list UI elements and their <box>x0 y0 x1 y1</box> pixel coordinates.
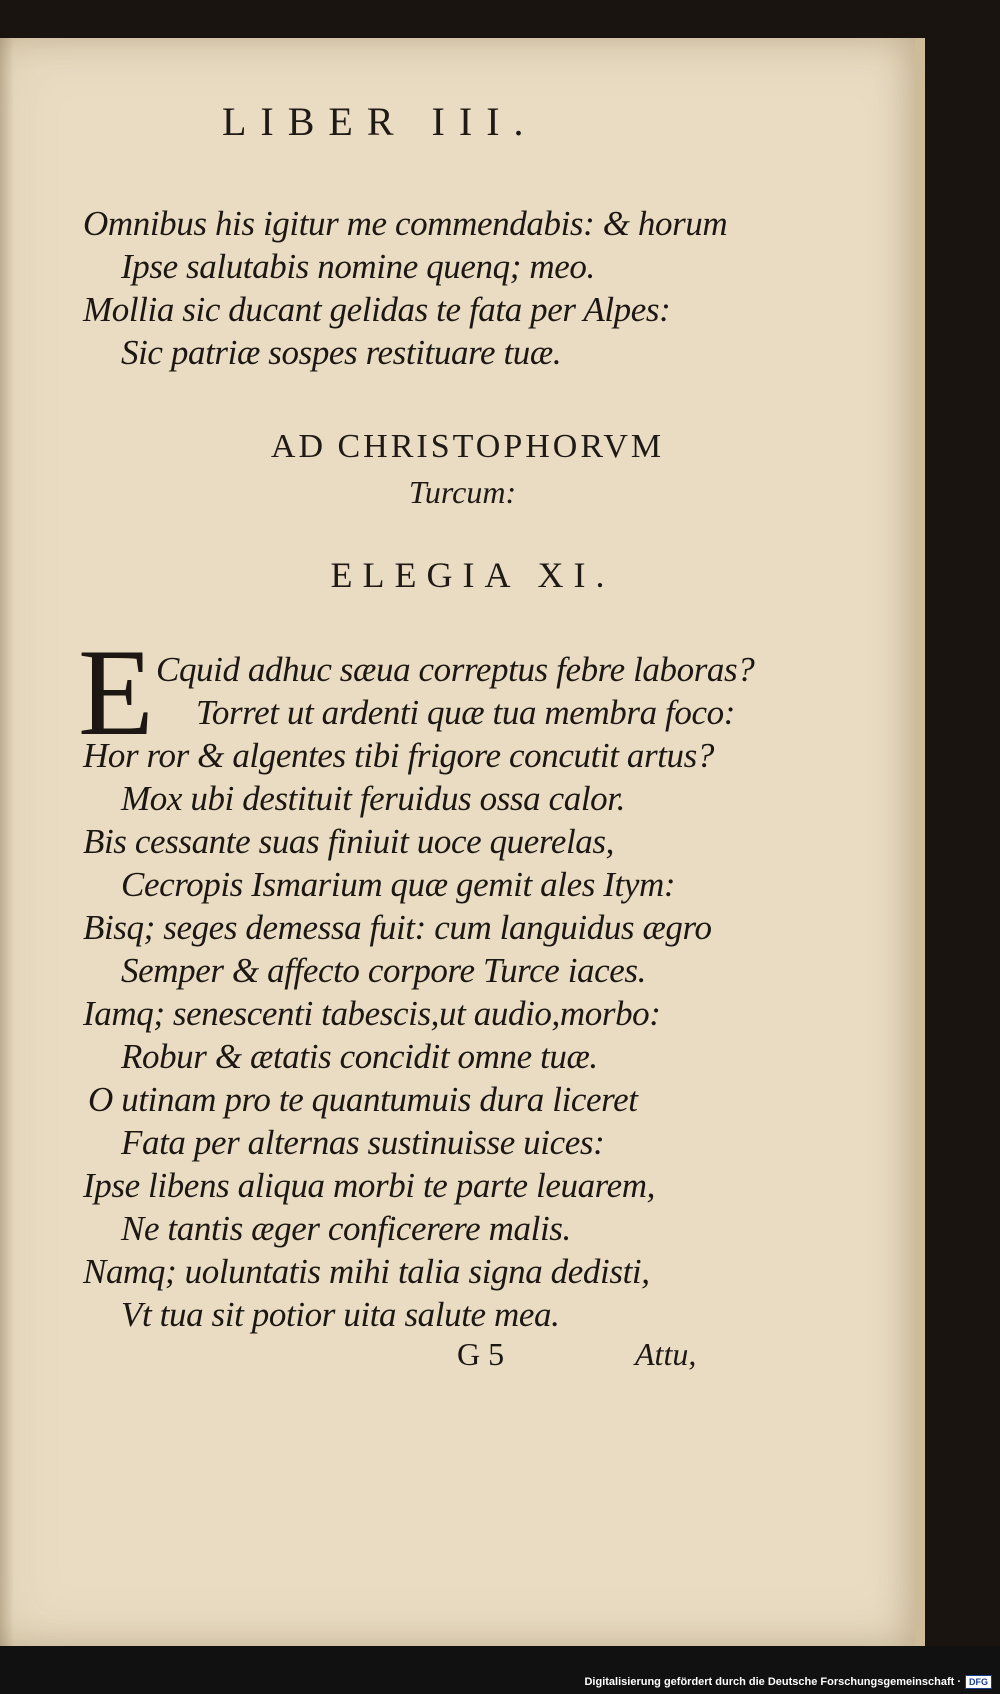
verse-line: Cecropis Ismarium quæ gemit ales Itym: <box>121 865 676 904</box>
dfg-logo: DFG <box>965 1675 992 1689</box>
verse-line: Bis cessante suas finiuit uoce querelas, <box>83 822 614 861</box>
verse-line: Cquid adhuc sæua correptus febre laboras? <box>156 650 755 689</box>
spine-shadow <box>0 38 14 1646</box>
verse-line: Hor ror & algentes tibi frigore concutit artus? <box>83 736 714 775</box>
verse-line: Ipse libens aliqua morbi te parte leuarem, <box>83 1166 655 1205</box>
book-page <box>0 38 925 1646</box>
verse-line: Namq; uoluntatis mihi talia signa dedisti, <box>83 1252 650 1291</box>
verse-line: Mox ubi destituit feruidus ossa calor. <box>121 779 625 818</box>
verse-line: Torret ut ardenti quæ tua membra foco: <box>196 693 735 732</box>
credit-text: Digitalisierung gefördert durch die Deutsche Forschungsgemeinschaft · <box>584 1676 961 1688</box>
verse-line: Fata per alternas sustinuisse uices: <box>121 1123 605 1162</box>
verse-line: Robur & ætatis concidit omne tuæ. <box>121 1037 598 1076</box>
verse-line: Semper & affecto corpore Turce iaces. <box>121 951 646 990</box>
verse-line: Ipse salutabis nomine quenq; meo. <box>121 247 595 286</box>
funding-credit <box>584 1675 992 1689</box>
verse-line: Sic patriæ sospes restituare tuæ. <box>121 333 562 372</box>
poem-subtitle: Turcum: <box>408 474 517 510</box>
running-head: LIBER III. <box>222 99 538 144</box>
verse-line: Omnibus his igitur me commendabis: & horum <box>83 204 728 243</box>
verse-line: Iamq; senescenti tabescis,ut audio,morbo: <box>83 994 661 1033</box>
poem-title: AD CHRISTOPHORVM <box>270 428 665 465</box>
verse-line: Mollia sic ducant gelidas te fata per Alpes: <box>83 290 671 329</box>
verse-line: Bisq; seges demessa fuit: cum languidus ægro <box>83 908 712 947</box>
elegy-number: ELEGIA XI. <box>330 555 615 595</box>
verse-line: Ne tantis æger conficerere malis. <box>121 1209 571 1248</box>
catchword: Attu, <box>635 1336 697 1372</box>
signature-mark: G 5 <box>457 1336 505 1372</box>
drop-cap: E <box>78 624 154 761</box>
verse-line: O utinam pro te quantumuis dura liceret <box>88 1080 638 1119</box>
verse-line: Vt tua sit potior uita salute mea. <box>121 1295 560 1334</box>
